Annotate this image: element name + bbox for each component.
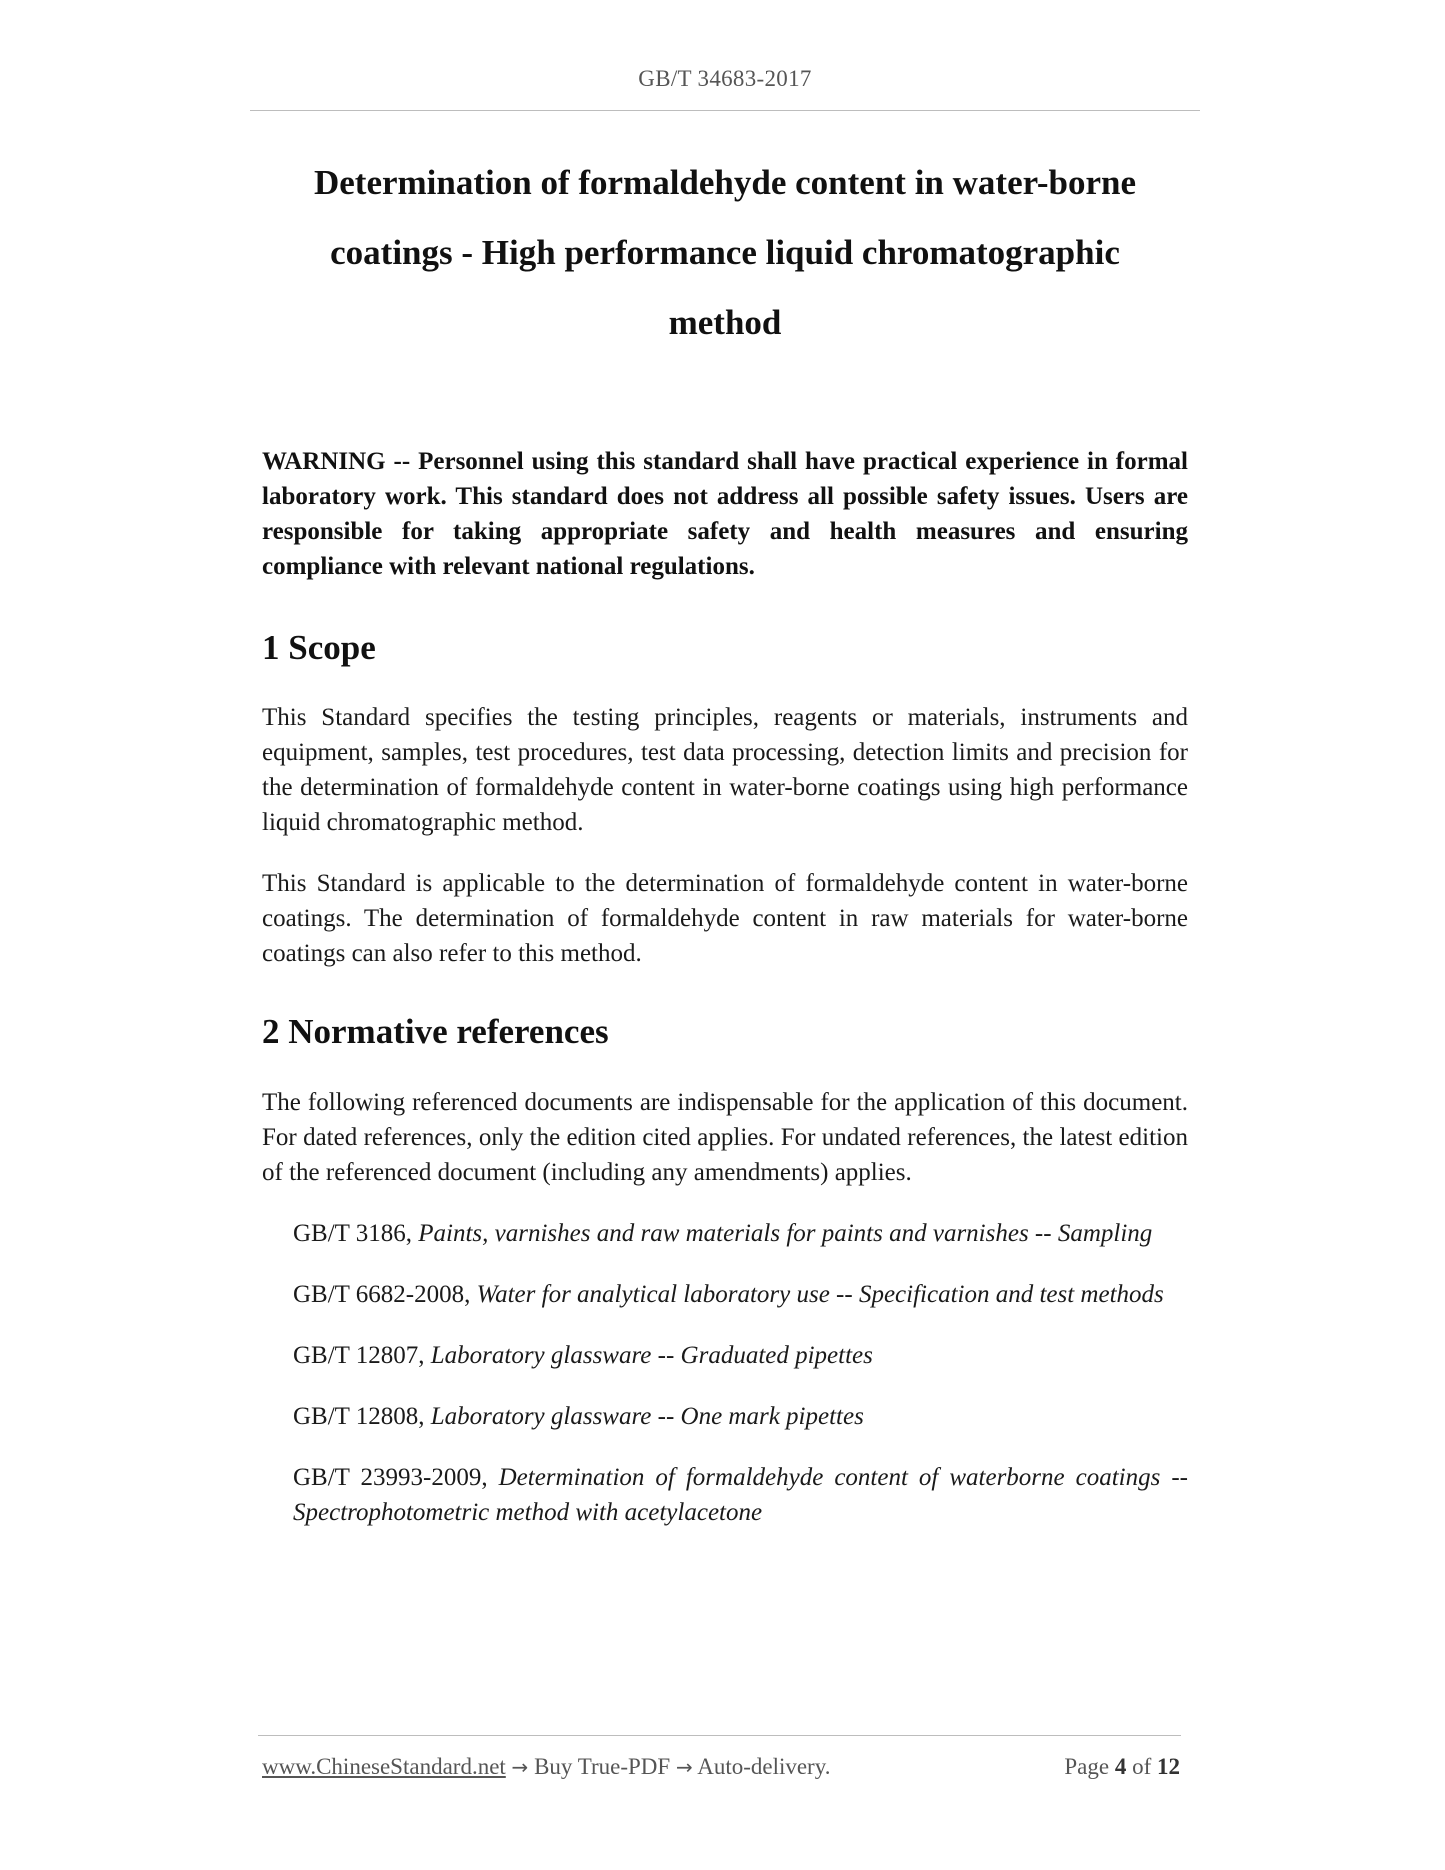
scope-paragraph: This Standard is applicable to the determination of formaldehyde content in water-borne coatings. The determination of formaldehyde content in raw materials for water-borne coatings can also refer to this method. <box>262 870 1188 967</box>
reference-item <box>293 1216 1188 1251</box>
document-title <box>262 148 1188 358</box>
reference-code: GB/T 6682-2008, <box>293 1281 471 1308</box>
safety-warning: WARNING -- Personnel using this standard shall have practical experience in formal laboratory work. This standard does not address all possible safety issues. Users are responsible for taking appropriate safety and health measures and ensuring compliance with relevant national regulations. <box>262 448 1188 580</box>
reference-code: GB/T 3186, <box>293 1220 412 1247</box>
footer-divider <box>258 1735 1181 1736</box>
reference-title: Paints, varnishes and raw materials for paints and varnishes -- Sampling <box>418 1220 1153 1247</box>
page-of-label: of <box>1132 1754 1152 1779</box>
reference-item <box>293 1277 1188 1312</box>
reference-item <box>293 1399 1188 1434</box>
normative-references-intro: The following referenced documents are indispensable for the application of this document. For dated references, only the edition cited applies. For undated references, the latest edition of the referenced document (including any amendments) applies. <box>262 1089 1188 1186</box>
document-id-header: GB/T 34683-2017 <box>638 66 812 91</box>
title-line-3: method <box>668 303 782 342</box>
section-heading-normative-references: 2 Normative references <box>262 1012 609 1051</box>
reference-code: GB/T 12807, <box>293 1342 425 1369</box>
total-page-number: 12 <box>1157 1754 1180 1779</box>
reference-code: GB/T 12808, <box>293 1403 425 1430</box>
buy-true-pdf-text: Buy True-PDF <box>534 1754 671 1779</box>
footer-promo <box>262 1754 830 1780</box>
title-line-2: coatings - High performance liquid chromatographic <box>330 233 1120 272</box>
website-link[interactable]: www.ChineseStandard.net <box>262 1754 506 1779</box>
section-heading-scope: 1 Scope <box>262 628 376 667</box>
page-number <box>1064 1754 1180 1780</box>
reference-title: Laboratory glassware -- One mark pipettes <box>430 1403 864 1430</box>
page-label: Page <box>1064 1754 1110 1779</box>
reference-code: GB/T 23993-2009, <box>293 1464 488 1491</box>
current-page-number: 4 <box>1114 1754 1127 1779</box>
auto-delivery-text: Auto-delivery. <box>697 1754 831 1779</box>
arrow-right-icon: → <box>675 1755 693 1779</box>
reference-title: Laboratory glassware -- Graduated pipettes <box>430 1342 873 1369</box>
reference-title: Water for analytical laboratory use -- Specification and test methods <box>476 1281 1164 1308</box>
arrow-right-icon: → <box>511 1755 529 1779</box>
reference-item <box>293 1338 1188 1373</box>
header-divider <box>250 110 1200 111</box>
reference-item <box>293 1460 1188 1530</box>
scope-paragraph: This Standard specifies the testing principles, reagents or materials, instruments and equipment, samples, test procedures, test data processing, detection limits and precision for the determination of formaldehyde content in water-borne coatings using high performance liquid chromatographic method. <box>262 704 1188 836</box>
document-body <box>262 444 1188 1530</box>
title-line-1: Determination of formaldehyde content in water-borne <box>313 163 1137 202</box>
reference-title: Determination of formaldehyde content of waterborne coatings -- Spectrophotometric method with acetylacetone <box>293 1464 1189 1526</box>
